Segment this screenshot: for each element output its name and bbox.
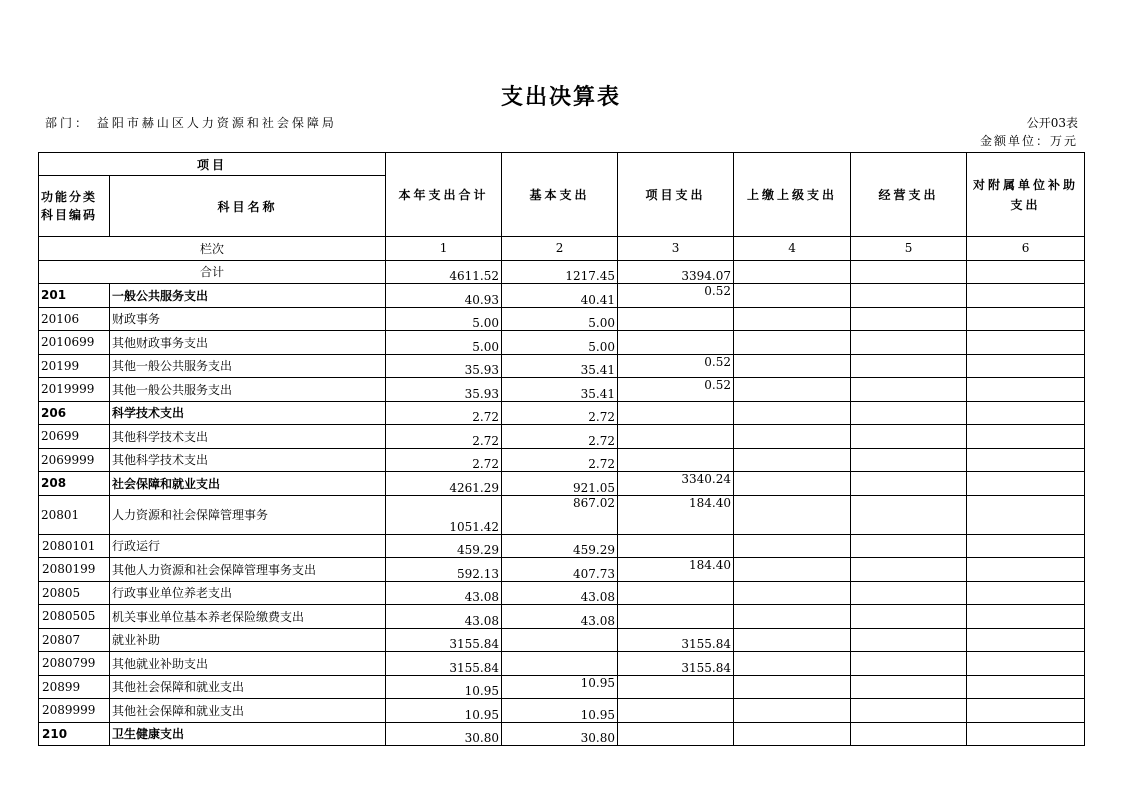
row-upper: [734, 722, 851, 746]
expenditure-table: [38, 152, 1085, 746]
row-basic: 40.41: [502, 284, 618, 308]
sum-label: 合计: [39, 260, 386, 284]
row-operating: [851, 605, 967, 629]
table-row: [39, 628, 1085, 652]
row-upper: [734, 307, 851, 331]
row-operating: [851, 401, 967, 425]
table-row: [39, 401, 1085, 425]
header-basic: 基本支出: [502, 153, 618, 237]
row-operating: [851, 628, 967, 652]
row-upper: [734, 425, 851, 449]
row-basic: 35.41: [502, 378, 618, 402]
row-code: 20805: [39, 581, 110, 605]
row-project: [618, 534, 734, 558]
column-index-5: 5: [851, 237, 967, 261]
row-total: 3155.84: [386, 628, 502, 652]
row-operating: [851, 722, 967, 746]
row-total: 10.95: [386, 699, 502, 723]
row-code: 2080101: [39, 534, 110, 558]
row-project: [618, 401, 734, 425]
page-title: 支出决算表: [500, 85, 621, 110]
table-row: [39, 495, 1085, 534]
sum-project: 3394.07: [618, 260, 734, 284]
column-index-label: 栏次: [39, 237, 386, 261]
table-row: [39, 581, 1085, 605]
row-upper: [734, 401, 851, 425]
row-upper: [734, 558, 851, 582]
row-basic: [502, 652, 618, 676]
table-row: [39, 331, 1085, 355]
row-upper: [734, 354, 851, 378]
row-total: 43.08: [386, 581, 502, 605]
sum-operating: [851, 260, 967, 284]
row-basic: 10.95: [502, 699, 618, 723]
row-name: 行政事业单位养老支出: [110, 581, 386, 605]
row-basic: 30.80: [502, 722, 618, 746]
row-project: [618, 307, 734, 331]
row-upper: [734, 472, 851, 496]
row-code: 2019999: [39, 378, 110, 402]
row-subsidy: [967, 628, 1085, 652]
row-subsidy: [967, 401, 1085, 425]
row-project: [618, 581, 734, 605]
row-name: 机关事业单位基本养老保险缴费支出: [110, 605, 386, 629]
row-name: 其他人力资源和社会保障管理事务支出: [110, 558, 386, 582]
row-operating: [851, 675, 967, 699]
row-code: 201: [39, 284, 110, 308]
row-basic: 2.72: [502, 448, 618, 472]
column-index-3: 3: [618, 237, 734, 261]
row-basic: 2.72: [502, 425, 618, 449]
table-row: [39, 722, 1085, 746]
row-project: [618, 722, 734, 746]
row-operating: [851, 378, 967, 402]
row-total: 1051.42: [386, 495, 502, 534]
row-operating: [851, 284, 967, 308]
row-total: 5.00: [386, 307, 502, 331]
row-operating: [851, 472, 967, 496]
row-upper: [734, 652, 851, 676]
row-upper: [734, 581, 851, 605]
row-basic: 921.05: [502, 472, 618, 496]
row-operating: [851, 307, 967, 331]
row-operating: [851, 581, 967, 605]
row-project: 3340.24: [618, 472, 734, 496]
row-subsidy: [967, 675, 1085, 699]
row-name: 其他就业补助支出: [110, 652, 386, 676]
row-basic: 5.00: [502, 331, 618, 355]
row-project: 0.52: [618, 378, 734, 402]
row-name: 其他科学技术支出: [110, 425, 386, 449]
table-row: [39, 699, 1085, 723]
row-code: 206: [39, 401, 110, 425]
row-project: 0.52: [618, 284, 734, 308]
row-project: 3155.84: [618, 652, 734, 676]
row-total: 10.95: [386, 675, 502, 699]
row-operating: [851, 652, 967, 676]
column-index-1: 1: [386, 237, 502, 261]
row-code: 2080799: [39, 652, 110, 676]
row-subsidy: [967, 652, 1085, 676]
sum-upper: [734, 260, 851, 284]
row-basic: 43.08: [502, 605, 618, 629]
row-operating: [851, 699, 967, 723]
row-total: 592.13: [386, 558, 502, 582]
row-code: 2080199: [39, 558, 110, 582]
row-code: 2080505: [39, 605, 110, 629]
table-row: [39, 284, 1085, 308]
row-subsidy: [967, 699, 1085, 723]
row-subsidy: [967, 378, 1085, 402]
row-project: [618, 331, 734, 355]
row-upper: [734, 699, 851, 723]
column-index-6: 6: [967, 237, 1085, 261]
header-row-1: [39, 153, 1085, 176]
row-name: 行政运行: [110, 534, 386, 558]
table-row: [39, 425, 1085, 449]
row-operating: [851, 425, 967, 449]
row-project: 3155.84: [618, 628, 734, 652]
row-code: 2089999: [39, 699, 110, 723]
row-project: 0.52: [618, 354, 734, 378]
table-row: [39, 307, 1085, 331]
row-basic: 2.72: [502, 401, 618, 425]
table-row: [39, 354, 1085, 378]
row-code: 20199: [39, 354, 110, 378]
row-name: 财政事务: [110, 307, 386, 331]
row-upper: [734, 534, 851, 558]
row-code: 208: [39, 472, 110, 496]
row-upper: [734, 448, 851, 472]
row-code: 2069999: [39, 448, 110, 472]
row-name: 人力资源和社会保障管理事务: [110, 495, 386, 534]
row-name: 其他科学技术支出: [110, 448, 386, 472]
row-subsidy: [967, 534, 1085, 558]
row-basic: 407.73: [502, 558, 618, 582]
row-upper: [734, 284, 851, 308]
header-upper: 上缴上级支出: [734, 153, 851, 237]
header-func-code: 功能分类 科目编码: [39, 176, 110, 237]
row-subsidy: [967, 284, 1085, 308]
table-row: [39, 558, 1085, 582]
row-total: 43.08: [386, 605, 502, 629]
row-basic: 10.95: [502, 675, 618, 699]
row-code: 20106: [39, 307, 110, 331]
amount-unit: 金额单位：万元: [979, 134, 1078, 148]
row-operating: [851, 495, 967, 534]
row-name: 其他社会保障和就业支出: [110, 699, 386, 723]
table-row: [39, 378, 1085, 402]
row-basic: 867.02: [502, 495, 618, 534]
row-subsidy: [967, 354, 1085, 378]
row-name: 社会保障和就业支出: [110, 472, 386, 496]
row-total: 459.29: [386, 534, 502, 558]
row-operating: [851, 558, 967, 582]
row-code: 20807: [39, 628, 110, 652]
row-total: 4261.29: [386, 472, 502, 496]
row-project: [618, 605, 734, 629]
row-subsidy: [967, 425, 1085, 449]
row-total: 3155.84: [386, 652, 502, 676]
row-upper: [734, 605, 851, 629]
row-total: 35.93: [386, 378, 502, 402]
row-code: 2010699: [39, 331, 110, 355]
row-name: 科学技术支出: [110, 401, 386, 425]
row-project: 184.40: [618, 495, 734, 534]
row-operating: [851, 534, 967, 558]
row-basic: 35.41: [502, 354, 618, 378]
row-basic: [502, 628, 618, 652]
sum-basic: 1217.45: [502, 260, 618, 284]
table-row: [39, 448, 1085, 472]
row-name: 卫生健康支出: [110, 722, 386, 746]
row-subsidy: [967, 605, 1085, 629]
row-subsidy: [967, 448, 1085, 472]
row-basic: 459.29: [502, 534, 618, 558]
row-subsidy: [967, 307, 1085, 331]
row-upper: [734, 331, 851, 355]
row-project: 184.40: [618, 558, 734, 582]
header-total: 本年支出合计: [386, 153, 502, 237]
table-row: [39, 605, 1085, 629]
row-subsidy: [967, 472, 1085, 496]
row-code: 210: [39, 722, 110, 746]
row-basic: 5.00: [502, 307, 618, 331]
row-subsidy: [967, 331, 1085, 355]
row-name: 其他财政事务支出: [110, 331, 386, 355]
row-code: 20899: [39, 675, 110, 699]
header-subject-name: 科目名称: [110, 176, 386, 237]
header-project: 项目支出: [618, 153, 734, 237]
row-total: 5.00: [386, 331, 502, 355]
row-name: 其他一般公共服务支出: [110, 354, 386, 378]
row-code: 20801: [39, 495, 110, 534]
column-index-row: [39, 237, 1085, 261]
row-name: 一般公共服务支出: [110, 284, 386, 308]
row-operating: [851, 354, 967, 378]
row-operating: [851, 448, 967, 472]
row-total: 2.72: [386, 401, 502, 425]
row-total: 40.93: [386, 284, 502, 308]
row-project: [618, 448, 734, 472]
row-code: 20699: [39, 425, 110, 449]
row-basic: 43.08: [502, 581, 618, 605]
row-upper: [734, 675, 851, 699]
header-item: 项目: [39, 153, 386, 176]
column-index-4: 4: [734, 237, 851, 261]
row-subsidy: [967, 558, 1085, 582]
row-total: 35.93: [386, 354, 502, 378]
sum-row: [39, 260, 1085, 284]
row-project: [618, 699, 734, 723]
table-row: [39, 472, 1085, 496]
row-name: 其他一般公共服务支出: [110, 378, 386, 402]
sum-total: 4611.52: [386, 260, 502, 284]
row-name: 其他社会保障和就业支出: [110, 675, 386, 699]
row-upper: [734, 495, 851, 534]
table-row: [39, 534, 1085, 558]
table-row: [39, 675, 1085, 699]
table-row: [39, 652, 1085, 676]
sum-subsidy: [967, 260, 1085, 284]
row-subsidy: [967, 722, 1085, 746]
header-subsidy: 对附属单位补助 支出: [967, 153, 1085, 237]
row-operating: [851, 331, 967, 355]
row-subsidy: [967, 581, 1085, 605]
row-total: 2.72: [386, 425, 502, 449]
form-number: 公开03表: [1026, 116, 1078, 130]
row-upper: [734, 628, 851, 652]
row-upper: [734, 378, 851, 402]
row-project: [618, 425, 734, 449]
row-name: 就业补助: [110, 628, 386, 652]
row-subsidy: [967, 495, 1085, 534]
row-total: 30.80: [386, 722, 502, 746]
column-index-2: 2: [502, 237, 618, 261]
department-label: 部门： 益阳市赫山区人力资源和社会保障局: [45, 116, 337, 130]
header-operating: 经营支出: [851, 153, 967, 237]
row-project: [618, 675, 734, 699]
row-total: 2.72: [386, 448, 502, 472]
